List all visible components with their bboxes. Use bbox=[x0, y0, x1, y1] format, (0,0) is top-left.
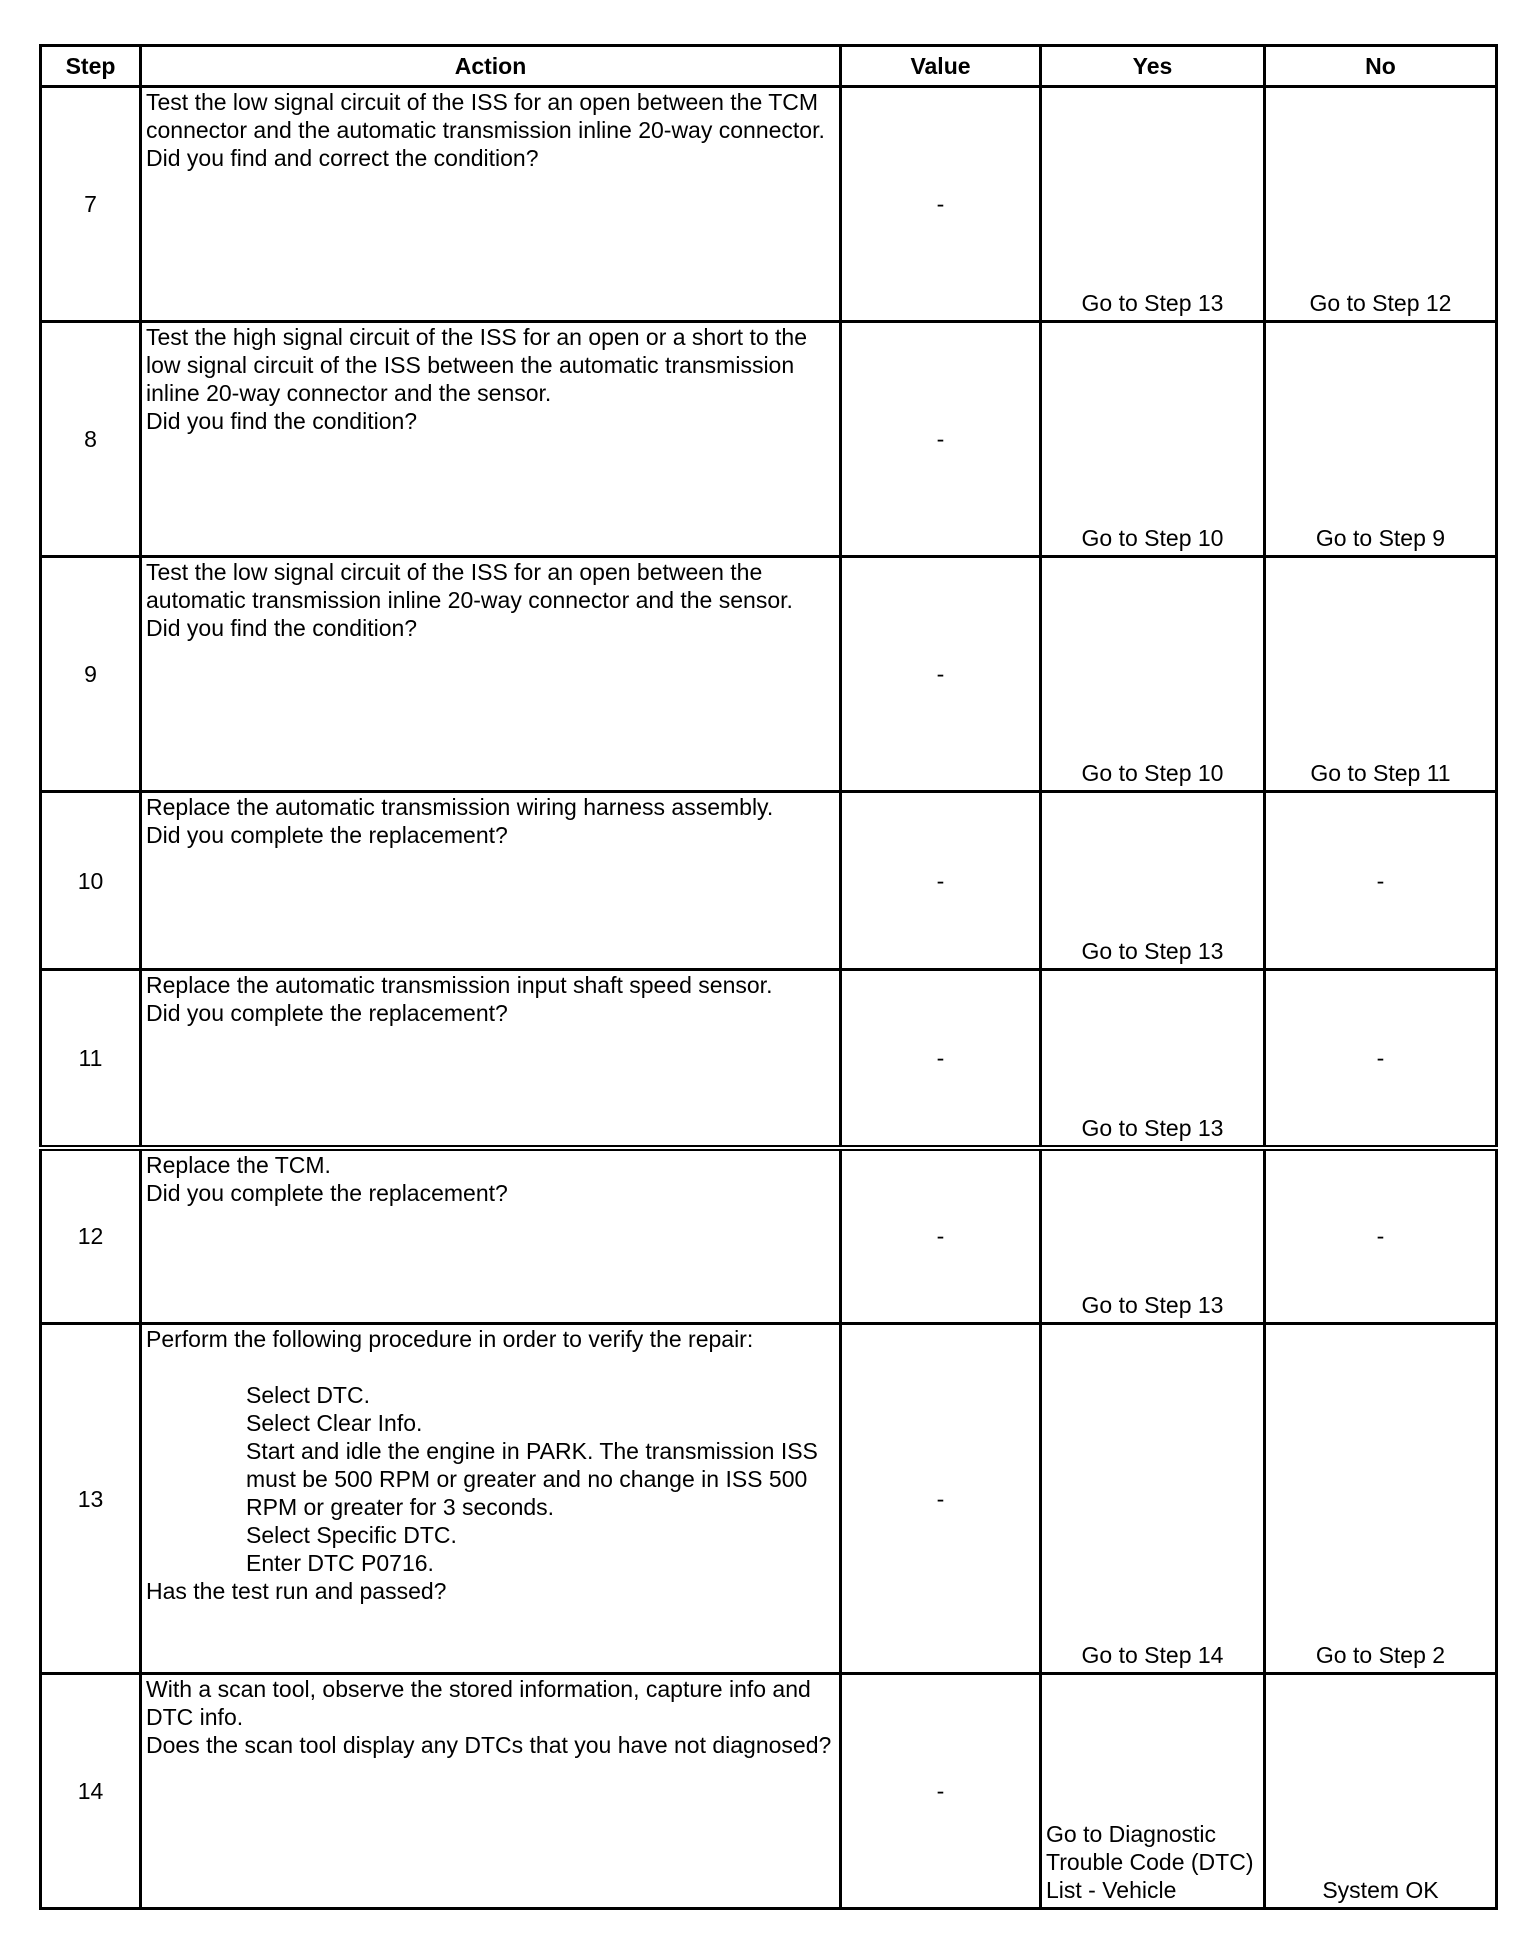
no-result: System OK bbox=[1265, 1674, 1497, 1909]
procedure-list bbox=[146, 1381, 835, 1577]
no-value: - bbox=[1265, 792, 1497, 970]
value-cell: - bbox=[841, 557, 1041, 792]
procedure-step: Start and idle the engine in PARK. The transmission ISS must be 500 RPM or greater and no change in ISS 500 RPM or greater for 3 seconds. bbox=[246, 1438, 818, 1520]
action-question: Did you find and correct the condition? bbox=[146, 145, 539, 171]
yes-link[interactable]: Go to Step 10 bbox=[1041, 322, 1265, 557]
yes-link[interactable]: Go to Step 14 bbox=[1041, 1324, 1265, 1674]
procedure-step: Enter DTC P0716. bbox=[246, 1550, 434, 1576]
value-cell: - bbox=[841, 322, 1041, 557]
header-no: No bbox=[1265, 46, 1497, 87]
header-row bbox=[41, 46, 1497, 87]
action-text: Perform the following procedure in order to verify the repair: bbox=[146, 1326, 754, 1352]
table-row bbox=[41, 1148, 1497, 1324]
no-value: - bbox=[1265, 970, 1497, 1148]
no-link[interactable]: Go to Step 9 bbox=[1265, 322, 1497, 557]
table-row bbox=[41, 322, 1497, 557]
step-number: 8 bbox=[41, 322, 141, 557]
step-number: 13 bbox=[41, 1324, 141, 1674]
value-cell: - bbox=[841, 87, 1041, 322]
table-row bbox=[41, 970, 1497, 1148]
action-cell bbox=[141, 1674, 841, 1909]
value-cell: - bbox=[841, 1674, 1041, 1909]
step-number: 14 bbox=[41, 1674, 141, 1909]
step-number: 12 bbox=[41, 1148, 141, 1324]
table-row bbox=[41, 557, 1497, 792]
value-cell: - bbox=[841, 970, 1041, 1148]
yes-link[interactable]: Go to Step 13 bbox=[1041, 1148, 1265, 1324]
procedure-step: Select Specific DTC. bbox=[246, 1522, 457, 1548]
yes-link[interactable]: Go to Step 13 bbox=[1041, 87, 1265, 322]
procedure-step: Select DTC. bbox=[246, 1382, 370, 1408]
header-action: Action bbox=[141, 46, 841, 87]
step-number: 10 bbox=[41, 792, 141, 970]
action-text: Replace the automatic transmission input shaft speed sensor. bbox=[146, 972, 773, 998]
table-row bbox=[41, 87, 1497, 322]
header-yes: Yes bbox=[1041, 46, 1265, 87]
no-value: - bbox=[1265, 1148, 1497, 1324]
action-question: Did you find the condition? bbox=[146, 615, 418, 641]
action-cell bbox=[141, 557, 841, 792]
yes-link[interactable]: Go to Step 10 bbox=[1041, 557, 1265, 792]
yes-link[interactable]: Go to Step 13 bbox=[1041, 970, 1265, 1148]
step-number: 9 bbox=[41, 557, 141, 792]
action-cell bbox=[141, 970, 841, 1148]
action-question: Did you complete the replacement? bbox=[146, 1179, 508, 1206]
action-cell bbox=[141, 322, 841, 557]
action-question: Did you find the condition? bbox=[146, 408, 418, 434]
step-number: 11 bbox=[41, 970, 141, 1148]
action-text: Test the high signal circuit of the ISS for an open or a short to the low signal circuit of the ISS between the automatic transmission inline 20-way connector and the sensor. bbox=[146, 324, 807, 406]
header-value: Value bbox=[841, 46, 1041, 87]
action-question: Has the test run and passed? bbox=[146, 1578, 447, 1604]
value-cell: - bbox=[841, 1148, 1041, 1324]
diagnostic-table bbox=[39, 44, 1498, 1910]
action-text: Replace the TCM. bbox=[146, 1151, 331, 1178]
action-text: Replace the automatic transmission wiring harness assembly. bbox=[146, 794, 774, 820]
yes-link[interactable]: Go to Diagnostic Trouble Code (DTC) List - Vehicle bbox=[1041, 1674, 1265, 1909]
no-link[interactable]: Go to Step 11 bbox=[1265, 557, 1497, 792]
value-cell: - bbox=[841, 792, 1041, 970]
action-cell bbox=[141, 1324, 841, 1674]
action-cell bbox=[141, 792, 841, 970]
action-text: Test the low signal circuit of the ISS for an open between the TCM connector and the automatic transmission inline 20-way connector. bbox=[146, 89, 825, 143]
procedure-step: Select Clear Info. bbox=[246, 1410, 423, 1436]
yes-link[interactable]: Go to Step 13 bbox=[1041, 792, 1265, 970]
header-step: Step bbox=[41, 46, 141, 87]
action-cell bbox=[141, 1148, 841, 1324]
no-link[interactable]: Go to Step 12 bbox=[1265, 87, 1497, 322]
table-row bbox=[41, 1674, 1497, 1909]
action-question: Did you complete the replacement? bbox=[146, 822, 508, 848]
table-row bbox=[41, 792, 1497, 970]
action-question: Does the scan tool display any DTCs that you have not diagnosed? bbox=[146, 1732, 832, 1758]
action-text: Test the low signal circuit of the ISS for an open between the automatic transmission inline 20-way connector and the sensor. bbox=[146, 559, 793, 613]
value-cell: - bbox=[841, 1324, 1041, 1674]
no-link[interactable]: Go to Step 2 bbox=[1265, 1324, 1497, 1674]
action-text: With a scan tool, observe the stored information, capture info and DTC info. bbox=[146, 1676, 811, 1730]
table-row bbox=[41, 1324, 1497, 1674]
action-cell bbox=[141, 87, 841, 322]
step-number: 7 bbox=[41, 87, 141, 322]
action-question: Did you complete the replacement? bbox=[146, 1000, 508, 1026]
